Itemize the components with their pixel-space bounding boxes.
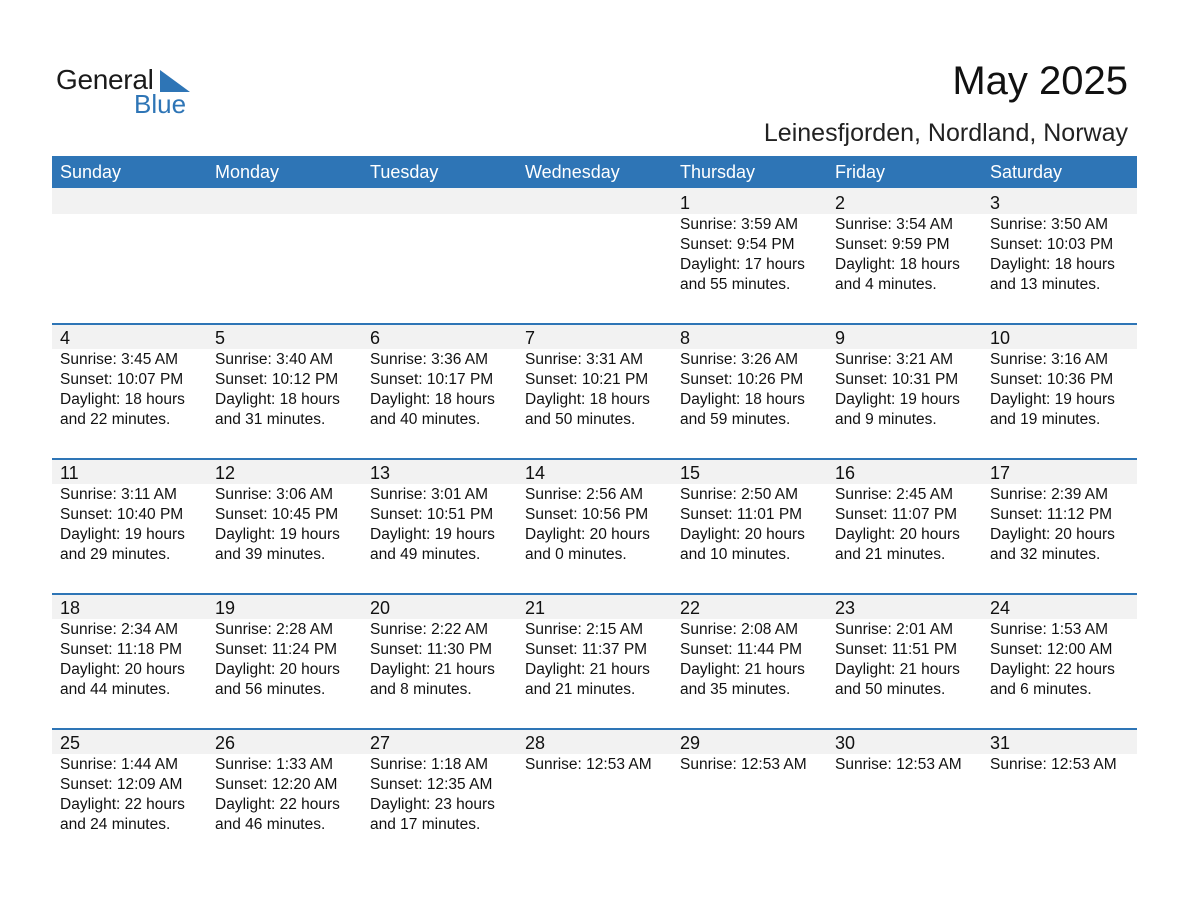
sun-info-line: Sunset: 12:35 AM [370, 776, 493, 793]
sun-info-line: Daylight: 19 hours [990, 391, 1115, 408]
sun-info-line: and 50 minutes. [835, 681, 946, 698]
day-sun-info [370, 485, 517, 565]
sun-info-line: Sunset: 9:54 PM [680, 236, 795, 253]
sun-info-line: and 21 minutes. [835, 546, 946, 563]
sun-info-line: Sunrise: 2:34 AM [60, 621, 179, 638]
sun-info-line: Sunset: 11:51 PM [835, 641, 958, 658]
sun-info-line: Daylight: 17 hours [680, 256, 805, 273]
day-cell [362, 728, 517, 863]
sun-info-line: Daylight: 20 hours [680, 526, 805, 543]
day-number: 30 [835, 733, 856, 753]
sun-info-line: Daylight: 18 hours [215, 391, 340, 408]
day-number: 18 [60, 598, 81, 618]
day-cell [827, 728, 982, 863]
sun-info-line: Sunrise: 12:53 AM [680, 756, 807, 773]
day-cell [827, 323, 982, 458]
calendar-week [52, 593, 1137, 728]
day-cell [52, 728, 207, 863]
sun-info-line: Sunrise: 2:45 AM [835, 486, 954, 503]
day-number: 10 [990, 328, 1011, 348]
sun-info-line: Sunrise: 2:08 AM [680, 621, 799, 638]
sun-info-line: Sunset: 11:24 PM [215, 641, 338, 658]
sun-info-line: Daylight: 23 hours [370, 796, 495, 813]
logo [56, 64, 206, 120]
sun-info-line: and 56 minutes. [215, 681, 326, 698]
sun-info-line: Daylight: 18 hours [835, 256, 960, 273]
day-number: 1 [680, 193, 691, 213]
empty-day-cell [52, 188, 207, 323]
sun-info-line: Daylight: 18 hours [680, 391, 805, 408]
sun-info-line: Sunset: 11:12 PM [990, 506, 1113, 523]
day-number: 4 [60, 328, 71, 348]
sun-info-line: Sunset: 12:00 AM [990, 641, 1113, 658]
sun-info-line: and 46 minutes. [215, 816, 326, 833]
day-number: 2 [835, 193, 846, 213]
sun-info-line: Sunrise: 3:11 AM [60, 486, 177, 503]
sun-info-line: Sunset: 11:01 PM [680, 506, 803, 523]
sun-info-line: Sunrise: 3:50 AM [990, 216, 1109, 233]
sun-info-line: Sunrise: 3:26 AM [680, 351, 799, 368]
sun-info-line: Daylight: 19 hours [60, 526, 185, 543]
weekday-saturday: Saturday [990, 162, 1063, 182]
sun-info-line: and 59 minutes. [680, 411, 791, 428]
day-sun-info [990, 215, 1137, 295]
sun-info-line: Sunrise: 3:54 AM [835, 216, 954, 233]
sun-info-line: Sunrise: 3:16 AM [990, 351, 1109, 368]
calendar-week [52, 188, 1137, 323]
day-sun-info [525, 620, 672, 700]
sun-info-line: Daylight: 21 hours [525, 661, 650, 678]
sun-info-line: Sunset: 10:45 PM [215, 506, 339, 523]
sun-info-line: Sunset: 10:56 PM [525, 506, 649, 523]
calendar-weeks [52, 188, 1137, 863]
sun-info-line: Sunrise: 3:01 AM [370, 486, 489, 503]
empty-day-cell [517, 188, 672, 323]
day-cell [207, 593, 362, 728]
day-cell [52, 323, 207, 458]
day-cell [517, 323, 672, 458]
day-sun-info [215, 350, 362, 430]
sun-info-line: Sunset: 10:03 PM [990, 236, 1114, 253]
day-cell [672, 188, 827, 323]
day-number: 22 [680, 598, 701, 618]
sun-info-line: and 9 minutes. [835, 411, 937, 428]
day-number: 16 [835, 463, 856, 483]
day-sun-info [990, 350, 1137, 430]
sun-info-line: and 19 minutes. [990, 411, 1101, 428]
sun-info-line: and 0 minutes. [525, 546, 627, 563]
sun-info-line: and 39 minutes. [215, 546, 326, 563]
day-number: 21 [525, 598, 546, 618]
day-number: 20 [370, 598, 391, 618]
sun-info-line: Sunrise: 3:06 AM [215, 486, 334, 503]
sun-info-line: Sunrise: 2:15 AM [525, 621, 644, 638]
day-cell [672, 323, 827, 458]
day-number: 9 [835, 328, 846, 348]
sun-info-line: Sunset: 9:59 PM [835, 236, 950, 253]
day-cell [517, 728, 672, 863]
sun-info-line: Sunrise: 2:39 AM [990, 486, 1109, 503]
day-sun-info [215, 620, 362, 700]
sun-info-line: Sunrise: 1:53 AM [990, 621, 1109, 638]
sun-info-line: Sunrise: 1:44 AM [60, 756, 179, 773]
sun-info-line: Sunrise: 12:53 AM [835, 756, 962, 773]
sun-info-line: and 21 minutes. [525, 681, 636, 698]
day-cell [52, 458, 207, 593]
weekday-monday: Monday [215, 162, 280, 182]
day-cell [672, 458, 827, 593]
sun-info-line: and 32 minutes. [990, 546, 1101, 563]
day-cell [827, 188, 982, 323]
day-number: 25 [60, 733, 81, 753]
sun-info-line: Daylight: 19 hours [215, 526, 340, 543]
day-number: 12 [215, 463, 236, 483]
day-number: 23 [835, 598, 856, 618]
sun-info-line: and 29 minutes. [60, 546, 171, 563]
sun-info-line: and 35 minutes. [680, 681, 791, 698]
day-number: 19 [215, 598, 236, 618]
day-sun-info [215, 755, 362, 835]
sun-info-line: Sunrise: 3:36 AM [370, 351, 489, 368]
sun-info-line: Sunset: 10:26 PM [680, 371, 804, 388]
sun-info-line: and 8 minutes. [370, 681, 472, 698]
day-sun-info [60, 620, 207, 700]
day-cell [517, 593, 672, 728]
sun-info-line: Daylight: 21 hours [680, 661, 805, 678]
sun-info-line: Daylight: 20 hours [525, 526, 650, 543]
day-cell [982, 188, 1137, 323]
sun-info-line: Sunset: 10:31 PM [835, 371, 959, 388]
day-cell [982, 458, 1137, 593]
sun-info-line: Daylight: 20 hours [835, 526, 960, 543]
calendar-week [52, 323, 1137, 458]
sun-info-line: Daylight: 21 hours [370, 661, 495, 678]
day-sun-info [215, 485, 362, 565]
sun-info-line: Daylight: 18 hours [60, 391, 185, 408]
calendar-week [52, 728, 1137, 863]
location-subtitle: Leinesfjorden, Nordland, Norway [763, 119, 1128, 147]
day-number: 7 [525, 328, 536, 348]
day-sun-info [370, 350, 517, 430]
sun-info-line: Sunrise: 2:01 AM [835, 621, 954, 638]
sun-info-line: Sunrise: 3:31 AM [525, 351, 644, 368]
day-number: 15 [680, 463, 701, 483]
sun-info-line: Sunrise: 2:56 AM [525, 486, 644, 503]
sun-info-line: Sunset: 12:20 AM [215, 776, 338, 793]
day-sun-info [990, 485, 1137, 565]
sun-info-line: Daylight: 19 hours [370, 526, 495, 543]
day-number: 29 [680, 733, 701, 753]
day-cell [207, 728, 362, 863]
day-number: 24 [990, 598, 1011, 618]
sun-info-line: Daylight: 22 hours [990, 661, 1115, 678]
sun-info-line: Daylight: 18 hours [525, 391, 650, 408]
day-sun-info [680, 215, 827, 295]
day-cell [362, 458, 517, 593]
calendar-week [52, 458, 1137, 593]
sun-info-line: Sunset: 10:17 PM [370, 371, 494, 388]
sun-info-line: Sunset: 11:18 PM [60, 641, 183, 658]
day-number: 28 [525, 733, 546, 753]
day-sun-info [525, 350, 672, 430]
sun-info-line: Sunrise: 12:53 AM [525, 756, 652, 773]
day-sun-info [370, 620, 517, 700]
day-cell [827, 593, 982, 728]
day-sun-info [60, 755, 207, 835]
sun-info-line: and 44 minutes. [60, 681, 171, 698]
day-sun-info [835, 620, 982, 700]
sun-info-line: Sunset: 10:36 PM [990, 371, 1114, 388]
sun-info-line: Daylight: 20 hours [990, 526, 1115, 543]
sun-info-line: and 10 minutes. [680, 546, 791, 563]
weekday-sunday: Sunday [60, 162, 122, 182]
sun-info-line: Daylight: 20 hours [215, 661, 340, 678]
sun-info-line: Sunrise: 12:53 AM [990, 756, 1117, 773]
sun-info-line: and 31 minutes. [215, 411, 326, 428]
sun-info-line: Daylight: 21 hours [835, 661, 960, 678]
day-number: 14 [525, 463, 546, 483]
day-sun-info [835, 485, 982, 565]
page-title: May 2025 [952, 59, 1128, 103]
day-sun-info [835, 350, 982, 430]
sun-info-line: and 55 minutes. [680, 276, 791, 293]
day-sun-info [680, 755, 827, 775]
day-cell [52, 593, 207, 728]
sun-info-line: Sunset: 11:07 PM [835, 506, 958, 523]
empty-day-cell [207, 188, 362, 323]
day-number: 8 [680, 328, 691, 348]
sun-info-line: and 4 minutes. [835, 276, 937, 293]
day-cell [982, 593, 1137, 728]
sun-info-line: Sunset: 10:21 PM [525, 371, 649, 388]
sun-info-line: and 49 minutes. [370, 546, 481, 563]
sun-info-line: Sunrise: 3:40 AM [215, 351, 334, 368]
sun-info-line: Sunset: 12:09 AM [60, 776, 183, 793]
day-sun-info [60, 350, 207, 430]
day-sun-info [835, 215, 982, 295]
day-cell [827, 458, 982, 593]
sun-info-line: and 13 minutes. [990, 276, 1101, 293]
sun-info-line: Daylight: 18 hours [370, 391, 495, 408]
sun-info-line: Sunset: 11:44 PM [680, 641, 803, 658]
sun-info-line: and 6 minutes. [990, 681, 1092, 698]
day-number: 27 [370, 733, 391, 753]
weekday-friday: Friday [835, 162, 886, 182]
sun-info-line: Sunrise: 1:18 AM [370, 756, 489, 773]
logo-text-general: General [56, 64, 154, 95]
weekday-thursday: Thursday [680, 162, 756, 182]
sun-info-line: Sunset: 11:30 PM [370, 641, 493, 658]
sun-info-line: Sunset: 10:12 PM [215, 371, 339, 388]
day-number: 31 [990, 733, 1011, 753]
sun-info-line: Daylight: 22 hours [215, 796, 340, 813]
weekday-header-row [52, 156, 1137, 188]
sun-info-line: Sunrise: 3:59 AM [680, 216, 799, 233]
day-number: 5 [215, 328, 226, 348]
logo-text-blue: Blue [134, 89, 187, 119]
day-sun-info [990, 620, 1137, 700]
sun-info-line: and 22 minutes. [60, 411, 171, 428]
day-cell [517, 458, 672, 593]
sun-info-line: Daylight: 19 hours [835, 391, 960, 408]
day-sun-info [60, 485, 207, 565]
sun-info-line: Sunrise: 1:33 AM [215, 756, 334, 773]
sun-info-line: and 17 minutes. [370, 816, 481, 833]
day-sun-info [680, 485, 827, 565]
empty-day-cell [362, 188, 517, 323]
sun-info-line: Daylight: 18 hours [990, 256, 1115, 273]
day-cell [207, 458, 362, 593]
calendar [52, 156, 1137, 863]
day-cell [362, 323, 517, 458]
weekday-wednesday: Wednesday [525, 162, 620, 182]
day-sun-info [525, 485, 672, 565]
sun-info-line: Sunset: 10:40 PM [60, 506, 184, 523]
sun-info-line: Sunrise: 3:21 AM [835, 351, 954, 368]
sun-info-line: and 50 minutes. [525, 411, 636, 428]
day-cell [672, 728, 827, 863]
sun-info-line: Sunset: 10:07 PM [60, 371, 184, 388]
sun-info-line: and 24 minutes. [60, 816, 171, 833]
sun-info-line: Sunrise: 2:28 AM [215, 621, 334, 638]
day-cell [672, 593, 827, 728]
weekday-tuesday: Tuesday [370, 162, 439, 182]
sun-info-line: Sunrise: 2:50 AM [680, 486, 799, 503]
day-sun-info [370, 755, 517, 835]
sun-info-line: Sunset: 11:37 PM [525, 641, 648, 658]
day-number: 11 [60, 463, 79, 483]
day-number: 13 [370, 463, 391, 483]
day-cell [362, 593, 517, 728]
day-sun-info [990, 755, 1137, 775]
sun-info-line: Sunrise: 2:22 AM [370, 621, 489, 638]
day-number: 26 [215, 733, 236, 753]
sun-info-line: Sunrise: 3:45 AM [60, 351, 179, 368]
day-sun-info [835, 755, 982, 775]
day-sun-info [680, 350, 827, 430]
sun-info-line: Daylight: 20 hours [60, 661, 185, 678]
day-number: 17 [990, 463, 1011, 483]
sun-info-line: Daylight: 22 hours [60, 796, 185, 813]
sun-info-line: and 40 minutes. [370, 411, 481, 428]
day-cell [982, 728, 1137, 863]
day-number: 3 [990, 193, 1001, 213]
day-cell [207, 323, 362, 458]
day-number: 6 [370, 328, 381, 348]
sun-info-line: Sunset: 10:51 PM [370, 506, 494, 523]
day-sun-info [525, 755, 672, 775]
day-cell [982, 323, 1137, 458]
day-sun-info [680, 620, 827, 700]
